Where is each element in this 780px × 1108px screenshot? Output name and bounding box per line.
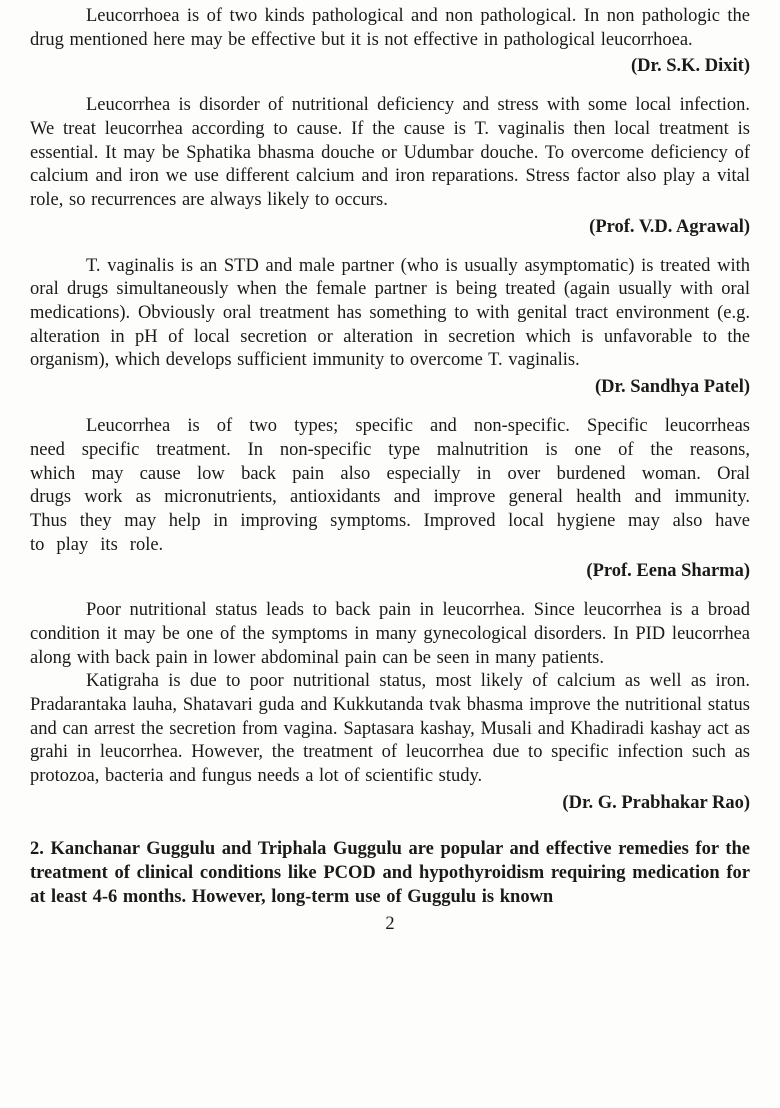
answer-paragraph: Poor nutritional status leads to back pain in leucorrhea. Since leucorrhea is a broad condition it may be one of the symptoms in many gynecological disorders. In PID leucorrhea along with back pain in lower abdominal pain can be seen in many patients. xyxy=(30,600,750,668)
answer-section xyxy=(30,5,750,78)
numbered-bold-note: 2. Kanchanar Guggulu and Triphala Guggulu are popular and effective remedies for the treatment of clinical conditions like PCOD and hypothyroidism requiring medication for at least 4-6 months. However, long-term use of Guggulu is known xyxy=(30,838,750,907)
answer-section xyxy=(30,599,750,814)
answer-section xyxy=(30,94,750,238)
answer-section xyxy=(30,415,750,583)
answer-paragraph: T. vaginalis is an STD and male partner (who is usually asymptomatic) is treated with oral drugs simultaneously when the female partner is being treated (again usually with oral medications). Obviously oral treatment has something to with genital tract environment (e.g. alteration in pH of local secretion or alteration in secretion which is unfavorable to the organism), which develops sufficient immunity to overcome T. vaginalis. xyxy=(30,255,750,371)
answer-section xyxy=(30,255,750,399)
attribution: (Prof. Eena Sharma) xyxy=(586,561,750,582)
page-number: 2 xyxy=(385,913,395,934)
attribution: (Dr. G. Prabhakar Rao) xyxy=(562,792,750,813)
attribution: (Dr. S.K. Dixit) xyxy=(630,56,750,77)
answer-paragraph: Leucorrhoea is of two kinds pathological and non pathological. In non pathologic the drug mentioned here may be effective but it is not effective in pathological leucorrhoea. xyxy=(30,6,750,50)
attribution: (Prof. V.D. Agrawal) xyxy=(589,216,750,237)
answer-paragraph: Leucorrhea is of two types; specific and non-specific. Specific leucorrheas need specific treatment. In non-specific type malnutrition is one of the reasons, which may cause low back pain also especially in over burdened woman. Oral drugs work as micronutrients, antioxidants and improve general health and immunity. Thus they may help in improving symptoms. Improved local hygiene may also have to play its role. xyxy=(30,416,750,555)
attribution: (Dr. Sandhya Patel) xyxy=(594,377,750,398)
answer-paragraph: Leucorrhea is disorder of nutritional deficiency and stress with some local infection. We treat leucorrhea according to cause. If the cause is T. vaginalis then local treatment is essential. It may be Sphatika bhasma douche or Udumbar douche. To overcome deficiency of calcium and iron we use different calcium and iron reparations. Stress factor also play a vital role, so recurrences are always likely to occurs. xyxy=(30,95,750,211)
answer-paragraph: Katigraha is due to poor nutritional status, most likely of calcium as well as iron. Pradarantaka lauha, Shatavari guda and Kukkutanda tvak bhasma improve the nutritional status and can arrest the secretion from vagina. Saptasara kashay, Musali and Khadiradi kashay act as grahi in leucorrhea. However, the treatment of leucorrhea due to specific infection such as protozoa, bacteria and fungus needs a lot of scientific study. xyxy=(30,671,750,786)
